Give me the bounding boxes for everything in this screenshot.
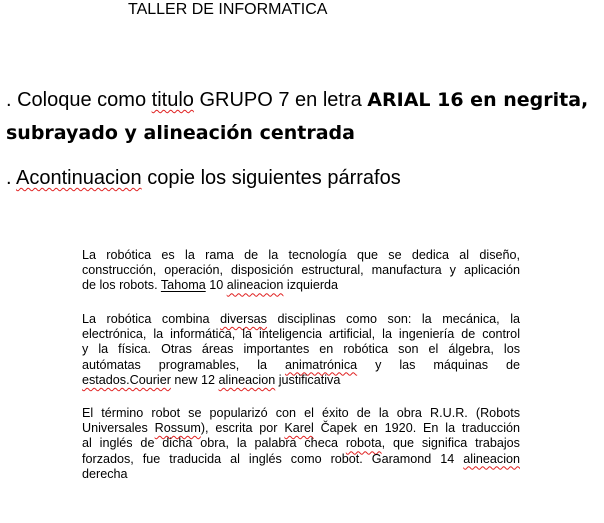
text-run: La robótica combina [82,312,221,326]
paragraph-2-line [82,358,520,373]
text-run: y las máquinas de [357,357,520,372]
misspelled-word-acontinuacion: Acontinuacion [16,167,142,189]
text-run: izquierda [283,278,339,293]
misspelled-word-animatronica: animatrónica [285,357,358,372]
paragraph-1-line [82,278,520,293]
text-run: 10 [205,278,227,293]
text-run: justificativa [275,372,341,387]
underlined-word-tahoma: Tahoma [160,278,206,293]
paragraph-3 [82,406,520,482]
instruction-2-prefix: . [6,167,17,189]
instruction-1-middle: GRUPO 7 en letra [193,89,368,111]
paragraph-2-line: y la física. Otras áreas importantes en robótica son el álgebra, los [82,342,520,357]
instruction-1-bold-text-2: subrayado y alineación centrada [6,122,355,144]
paragraph-1-line: La robótica es la rama de la tecnología que se dedica al diseño, [82,248,520,262]
misspelled-word-robota: robota [345,436,382,451]
paragraph-3-line: derecha [82,466,128,481]
text-run: forzados, fue traducida al inglés como robot. Garamond 14 [82,451,464,466]
misspelled-word-alineacion: alineacion [463,451,520,466]
text-run: disciplinas como son: la mecánica, la [266,312,520,326]
document-title: TALLER DE INFORMATICA [128,1,328,18]
paragraph-3-line [82,436,520,451]
paragraph-3-line: El término robot se popularizó con el éxito de la obra R.U.R. (Robots [82,406,520,420]
paragraph-1 [82,248,520,294]
text-run: al inglés de dicha obra, la palabra checa [82,436,346,451]
instruction-1-prefix: . Coloque como [6,89,152,111]
text-run: , que significa trabajos [381,436,520,451]
text-run: autómatas programables, la [82,357,286,372]
misspelled-word-alineacion: alineacion [226,278,284,293]
paragraph-2-line [82,312,520,327]
text-run: Čapek en 1920. En la traducción [313,421,521,436]
instruction-2-rest: copie los siguientes párrafos [141,167,401,189]
misspelled-word-estados-courier: estados.Courier [82,372,171,387]
paragraph-2-line [82,373,520,388]
instruction-1 [6,84,602,150]
text-run: de los robots. [82,278,161,293]
misspelled-word-alineacion: alineacion [218,372,276,387]
instruction-1-line-2 [6,117,602,150]
paragraph-1-line: construcción, operación, disposición estructural, manufactura y aplicación [82,263,520,278]
paragraph-2-line: electrónica, la informática, la inteligencia artificial, la ingeniería de control [82,327,520,342]
paragraph-2 [82,312,520,388]
misspelled-word-titulo: titulo [151,89,194,111]
instruction-1-line-1 [6,84,602,117]
text-run: Universales [82,421,155,436]
misspelled-word-rossum: Rossum [154,421,201,436]
misspelled-word-diversas: diversas [220,312,267,326]
instruction-2 [6,165,602,191]
paragraph-3-line [82,452,520,467]
instruction-1-bold-text: ARIAL 16 en negrita, [367,89,589,111]
text-run: ), escrita por [200,421,285,436]
paragraph-3-line [82,421,520,436]
misspelled-word-karel: Karel [284,421,314,436]
text-run: new 12 [170,372,219,387]
